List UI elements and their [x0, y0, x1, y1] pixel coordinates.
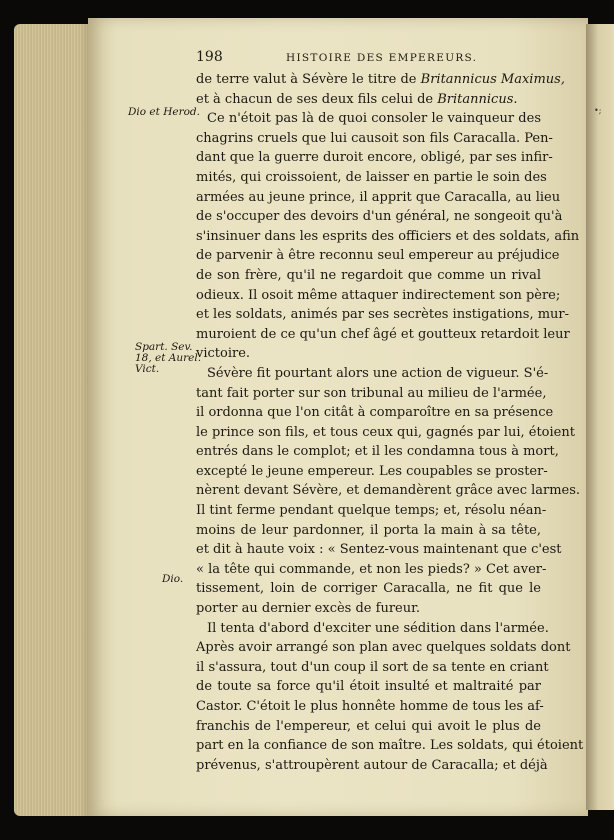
text-line: Après avoir arrangé son plan avec quelques soldats dont	[196, 640, 571, 656]
margin-note-spart: Spart. Sev.	[135, 341, 193, 353]
text-line: moins de leur pardonner, il porta la main à sa tête,	[196, 522, 541, 538]
text-line: et les soldats, animés par ses secrètes instigations, mur-	[196, 307, 570, 323]
text-line: de son frère, qu'il ne regardoit que comme un rival	[196, 267, 541, 283]
text-line: tissement, loin de corriger Caracalla, ne fit que le	[196, 581, 541, 597]
page-number: 198	[196, 49, 223, 65]
text-line: chagrins cruels que lui causoit son fils Caracalla. Pen-	[196, 130, 553, 146]
text-line: porter au dernier excès de fureur.	[196, 601, 421, 617]
text-line: s'insinuer dans les esprits des officiers et des soldats, afin	[196, 228, 580, 244]
text-line: armées au jeune prince, il apprit que Caracalla, au lieu	[196, 189, 561, 205]
margin-note-dio: Dio.	[162, 573, 184, 585]
text-line: Il tint ferme pendant quelque temps; et, résolu néan-	[196, 503, 547, 519]
text-line: nèrent devant Sévère, et demandèrent grâce avec larmes.	[196, 483, 581, 499]
page-header	[196, 49, 541, 69]
margin-note-dio-herod: Dio et Herod.	[128, 106, 200, 118]
text-line: prévenus, s'attroupèrent autour de Caracalla; et déjà	[196, 757, 548, 773]
text-line: et à chacun de ses deux fils celui de Britannicus.	[196, 91, 518, 107]
text-line: tant fait porter sur son tribunal au milieu de l'armée,	[196, 385, 547, 401]
text-line: de toute sa force qu'il étoit insulté et maltraité par	[196, 679, 541, 695]
margin-note-aurel: 18, et Aurel.	[135, 352, 202, 364]
text-line: mités, qui croissoient, de laisser en partie le soin des	[196, 169, 547, 185]
text-line: et dit à haute voix : « Sentez-vous maintenant que c'est	[196, 542, 562, 558]
text-line: excepté le jeune empereur. Les coupables se proster-	[196, 463, 548, 479]
text-line: entrés dans le complot; et il les condamna tous à mort,	[196, 444, 559, 460]
body-text	[196, 70, 584, 775]
text-line: Il tenta d'abord d'exciter une sédition dans l'armée.	[207, 620, 549, 636]
text-line: il ordonna que l'on citât à comparoître en sa présence	[196, 405, 554, 421]
text-line: Castor. C'étoit le plus honnête homme de tous les af-	[196, 699, 544, 714]
text-line: de terre valut à Sévère le titre de Britannicus Maximus,	[196, 72, 565, 87]
text-line: il s'assura, tout d'un coup il sort de sa tente en criant	[196, 659, 549, 675]
text-line: Sévère fit pourtant alors une action de vigueur. S'é-	[207, 365, 549, 381]
running-title: HISTOIRE DES EMPEREURS.	[286, 52, 478, 64]
text-line: de parvenir à être reconnu seul empereur au préjudice	[196, 248, 560, 264]
text-line: muroient de ce qu'un chef âgé et goutteux retardoit leur	[196, 326, 570, 342]
text-line: odieux. Il osoit même attaquer indirectement son père;	[196, 287, 561, 303]
text-line: dant que la guerre duroit encore, obligé, par ses infir-	[196, 150, 553, 166]
facing-page-edge	[586, 24, 614, 810]
text-line: de s'occuper des devoirs d'un général, ne songeoit qu'à	[196, 209, 563, 225]
text-line: franchis de l'empereur, et celui qui avoit le plus de	[196, 718, 541, 734]
text-line: « la tête qui commande, et non les pieds? » Cet aver-	[196, 561, 547, 577]
margin-note-vict: Vict.	[135, 363, 160, 375]
text-line: victoire.	[196, 346, 251, 362]
facing-page-mark: •;	[594, 106, 602, 115]
text-line: Ce n'étoit pas là de quoi consoler le vainqueur des	[207, 111, 541, 127]
text-line: le prince son fils, et tous ceux qui, gagnés par lui, étoient	[196, 424, 575, 440]
text-line: part en la confiance de son maître. Les soldats, qui étoient	[196, 738, 584, 754]
